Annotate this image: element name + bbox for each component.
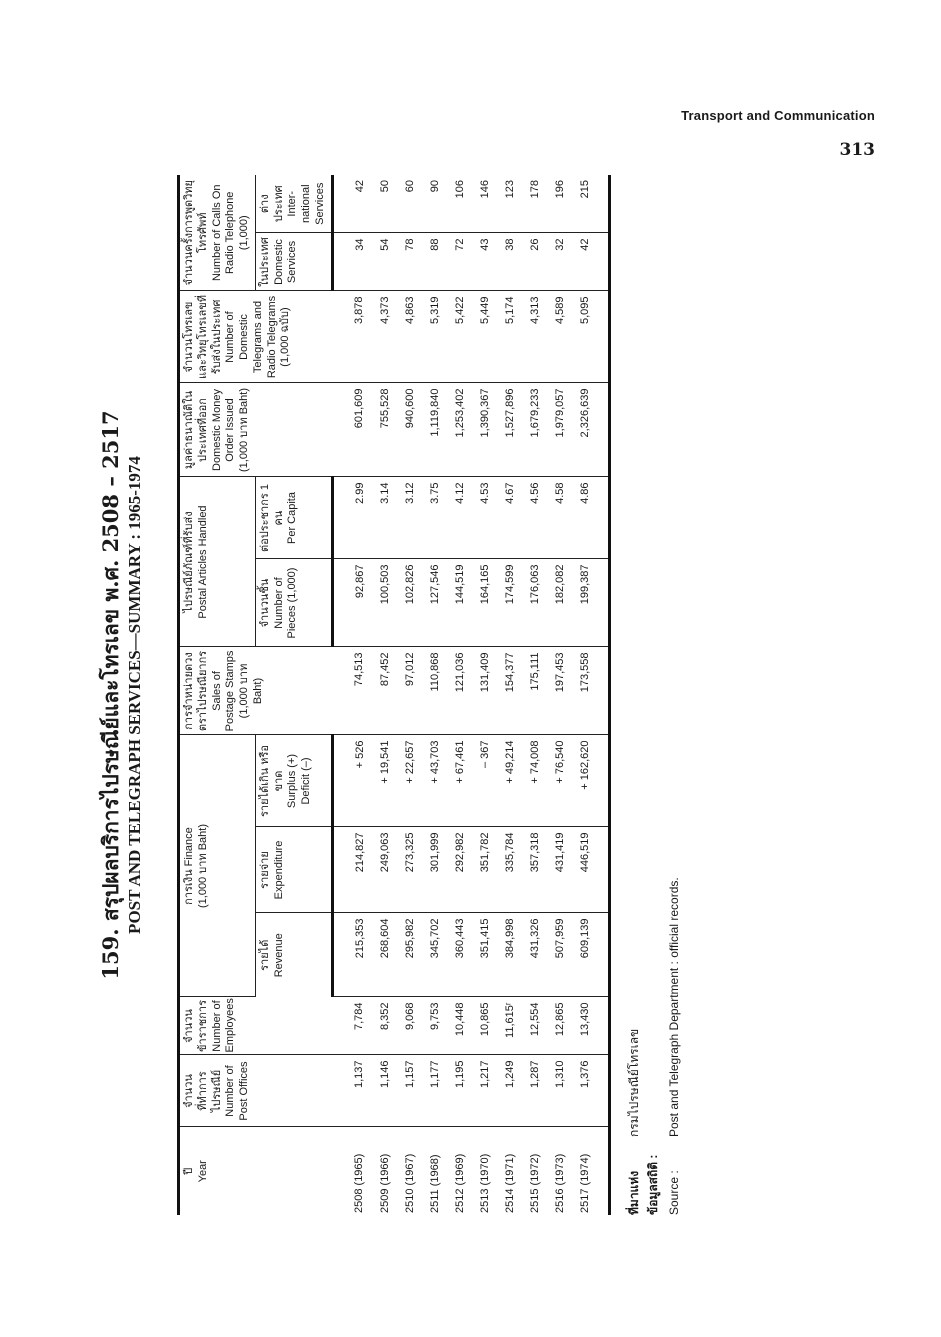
surplus-header: รายได้เกิน หรือขาด Surplus (+) Deficit (–) [255,735,332,827]
summary-table [177,175,611,1215]
cell-pieces: 174,599 [498,559,523,647]
cell-year: 2512 (1969) [454,1153,466,1213]
cell-year: 2515 (1972) [529,1153,541,1213]
cell-expenditure: 357,318 [523,827,548,913]
cell-employees: 7,784 [332,997,373,1055]
cell-pieces: 102,826 [398,559,423,647]
cell-international: 215 [573,175,610,233]
pieces-header: จำนวนชิ้น Number of Pieces (1,000) [255,559,332,647]
cell-telegrams: 5,422 [448,291,473,383]
cell-offices: 1,287 [523,1055,548,1127]
cell-international: 42 [332,175,373,233]
cell-employees: 10,865 [473,997,498,1055]
cell-employees: 9,753 [423,997,448,1055]
cell-domestic: 38 [498,233,523,291]
cell-domestic: 88 [423,233,448,291]
cell-international: 178 [523,175,548,233]
domestic-calls-header: ในประเทศ Domestic Services [255,233,332,291]
cell-revenue: 345,702 [423,913,448,997]
cell-money-order: 1,119,840 [423,383,448,477]
cell-expenditure: 446,519 [573,827,610,913]
cell-revenue: 507,959 [548,913,573,997]
cell-employees: 10,448 [448,997,473,1055]
cell-pieces: 182,082 [548,559,573,647]
cell-revenue: 268,604 [373,913,398,997]
cell-international: 196 [548,175,573,233]
cell-domestic: 42 [573,233,610,291]
cell-surplus: + 49,214 [498,735,523,827]
cell-pieces: 127,546 [423,559,448,647]
cell-surplus: + 162,620 [573,735,610,827]
calls-group-header: จำนวนครั้งการพูดวิทยุโทรศัพท์ Number of Calls On Radio Telephone (1,000) [179,175,256,291]
table-row [473,175,498,1215]
cell-international: 50 [373,175,398,233]
cell-surplus: + 74,008 [523,735,548,827]
running-head: Transport and Communication [681,108,875,123]
finance-group-header: การเงิน Finance (1,000 บาท Baht) [179,735,256,997]
cell-expenditure: 273,325 [398,827,423,913]
cell-year: 2510 (1967) [404,1153,416,1213]
cell-pieces: 92,867 [332,559,373,647]
cell-offices: 1,310 [548,1055,573,1127]
cell-per-capita: 3.12 [398,477,423,559]
table-row [498,175,523,1215]
cell-international: 106 [448,175,473,233]
cell-surplus: + 67,461 [448,735,473,827]
cell-money-order: 2,326,639 [573,383,610,477]
cell-stamps: 110,868 [423,647,448,735]
cell-international: 60 [398,175,423,233]
expenditure-header: รายจ่าย Expenditure [255,827,332,913]
cell-surplus: + 43,703 [423,735,448,827]
cell-stamps: 131,409 [473,647,498,735]
cell-per-capita: 4.86 [573,477,610,559]
source-en-label: Source : [667,1170,681,1215]
cell-expenditure: 431,419 [548,827,573,913]
cell-surplus: – 367 [473,735,498,827]
cell-international: 123 [498,175,523,233]
cell-year: 2516 (1973) [554,1153,566,1213]
cell-employees: 13,430 [573,997,610,1055]
cell-telegrams: 4,373 [373,291,398,383]
cell-revenue: 295,982 [398,913,423,997]
rotated-table-block [95,175,685,1215]
cell-revenue: 351,415 [473,913,498,997]
cell-domestic: 54 [373,233,398,291]
table-row [548,175,573,1215]
stamps-header: การจำหน่ายดวงตราไปรษณียากร Sales of Postage Stamps (1,000 บาท Baht) [179,647,333,735]
cell-pieces: 100,503 [373,559,398,647]
cell-offices: 1,376 [573,1055,610,1127]
employees-header: จำนวนข้าราชการ Number of Employees [179,997,333,1055]
source-thai-row [625,877,663,1215]
cell-stamps: 121,036 [448,647,473,735]
cell-domestic: 26 [523,233,548,291]
cell-telegrams: 5,095 [573,291,610,383]
source-en-text: Post and Telegraph Department : official records. [667,877,681,1137]
cell-employees: 12,865 [548,997,573,1055]
cell-per-capita: 3.75 [423,477,448,559]
cell-telegrams: 5,174 [498,291,523,383]
cell-pieces: 144,519 [448,559,473,647]
cell-international: 90 [423,175,448,233]
cell-per-capita: 4.56 [523,477,548,559]
cell-revenue: 384,998 [498,913,523,997]
money-order-header: มูลค่าธนาณัติในประเทศที่ออก Domestic Money Order Issued (1,000 บาท Baht) [179,383,333,477]
source-en-row [667,877,681,1215]
table-row [448,175,473,1215]
cell-surplus: + 526 [332,735,373,827]
source-thai-label: ที่มาแห่งข้อมูลสถิติ : [627,1154,660,1215]
cell-telegrams: 3,878 [332,291,373,383]
cell-revenue: 215,353 [332,913,373,997]
header-row-1 [179,175,256,1215]
table-row [398,175,423,1215]
telegrams-header: จำนวนโทรเลขและวิทยุโทรเลขที่รับส่งในประเทศ Number of Domestic Telegrams and Radio Telegrams (1,000 ฉบับ) [179,291,333,383]
offices-header: จำนวนที่ทำการไปรษณีย์ Number of Post Offices [179,1055,333,1127]
cell-pieces: 176,063 [523,559,548,647]
cell-domestic: 78 [398,233,423,291]
cell-offices: 1,137 [332,1055,373,1127]
cell-revenue: 360,443 [448,913,473,997]
cell-domestic: 43 [473,233,498,291]
cell-telegrams: 5,449 [473,291,498,383]
per-capita-header: ต่อประชากร 1 คน Per Capita [255,477,332,559]
cell-offices: 1,195 [448,1055,473,1127]
cell-stamps: 173,558 [573,647,610,735]
cell-domestic: 72 [448,233,473,291]
cell-expenditure: 249,063 [373,827,398,913]
cell-domestic: 32 [548,233,573,291]
cell-telegrams: 5,319 [423,291,448,383]
cell-pieces: 164,165 [473,559,498,647]
cell-employees: 9,068 [398,997,423,1055]
cell-domestic: 34 [332,233,373,291]
cell-offices: 1,146 [373,1055,398,1127]
cell-stamps: 74,513 [332,647,373,735]
cell-telegrams: 4,863 [398,291,423,383]
cell-year: 2511 (1968) [429,1154,441,1213]
cell-money-order: 1,253,402 [448,383,473,477]
cell-revenue: 609,139 [573,913,610,997]
cell-per-capita: 4.58 [548,477,573,559]
cell-employees: 8,352 [373,997,398,1055]
international-calls-header: ต่างประเทศ Inter-national Services [255,175,332,233]
cell-stamps: 175,111 [523,647,548,735]
cell-per-capita: 4.12 [448,477,473,559]
table-title: 159. สรุปผลบริการไปรษณีย์และโทรเลข พ.ศ. 2508 – 2517 [98,410,123,980]
cell-offices: 1,249 [498,1055,523,1127]
table-subtitle: POST AND TELEGRAPH SERVICES—SUMMARY : 1965-1974 [125,456,144,934]
table-row [573,175,610,1215]
cell-offices: 1,177 [423,1055,448,1127]
cell-telegrams: 4,589 [548,291,573,383]
cell-money-order: 1,679,233 [523,383,548,477]
table-row [523,175,548,1215]
cell-expenditure: 292,982 [448,827,473,913]
cell-year: 2517 (1974) [573,1127,610,1215]
cell-surplus: + 19,541 [373,735,398,827]
cell-revenue: 431,326 [523,913,548,997]
cell-money-order: 940,600 [398,383,423,477]
cell-money-order: 601,609 [332,383,373,477]
cell-year: 2508 (1965) [353,1153,366,1213]
cell-per-capita: 4.67 [498,477,523,559]
cell-expenditure: 351,782 [473,827,498,913]
cell-pieces: 199,387 [573,559,610,647]
cell-stamps: 87,452 [373,647,398,735]
cell-stamps: 197,453 [548,647,573,735]
table-row [423,175,448,1215]
year-header: ปี Year [179,1127,333,1215]
cell-per-capita: 3.14 [373,477,398,559]
cell-offices: 1,157 [398,1055,423,1127]
cell-year: 2514 (1971) [504,1153,516,1213]
cell-expenditure: 301,999 [423,827,448,913]
cell-year: 2509 (1966) [379,1153,391,1213]
page-number: 313 [839,140,875,160]
postal-group-header: ไปรษณีย์ภัณฑ์ที่รับส่ง Postal Articles Handled [179,477,256,647]
cell-per-capita: 4.53 [473,477,498,559]
cell-per-capita: 2.99 [332,477,373,559]
cell-year: 2513 (1970) [479,1153,491,1213]
cell-employees: 12,554 [523,997,548,1055]
cell-money-order: 755,528 [373,383,398,477]
cell-employees: 11,615ʳ [498,997,523,1055]
source-note [625,877,685,1215]
cell-telegrams: 4,313 [523,291,548,383]
cell-stamps: 97,012 [398,647,423,735]
cell-offices: 1,217 [473,1055,498,1127]
cell-expenditure: 335,784 [498,827,523,913]
cell-money-order: 1,527,896 [498,383,523,477]
cell-surplus: + 76,540 [548,735,573,827]
table-row [373,175,398,1215]
cell-international: 146 [473,175,498,233]
cell-expenditure: 214,827 [332,827,373,913]
table-body [332,175,609,1215]
cell-money-order: 1,390,367 [473,383,498,477]
cell-money-order: 1,979,057 [548,383,573,477]
cell-surplus: + 22,657 [398,735,423,827]
table-row [332,175,373,1215]
source-thai-text: กรมไปรษณีย์โทรเลข [627,1028,641,1137]
cell-stamps: 154,377 [498,647,523,735]
revenue-header: รายได้ Revenue [255,913,332,997]
